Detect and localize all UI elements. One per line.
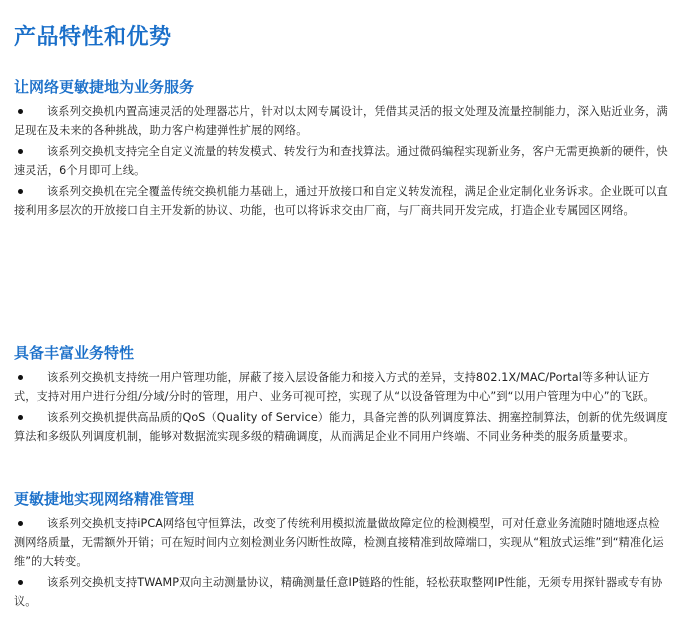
section-precise-management [14,490,668,613]
bullet-text: 该系列交换机支持统一用户管理功能，屏蔽了接入层设备能力和接入方式的差异，支持802.1X/MAC/Portal等多种认证方式，支持对用户进行分组/分域/分时的管理，用户、业务可视可控，实现了从“以设备管理为中心”到“以用户管理为中心”的飞跃。 [14,371,655,403]
bullet-text: 该系列交换机内置高速灵活的处理器芯片，针对以太网专属设计，凭借其灵活的报文处理及流量控制能力，深入贴近业务，满足现在及未来的各种挑战，助力客户构建弹性扩展的网络。 [14,105,668,137]
bullet-item [14,573,668,611]
bullet-dot-icon [18,521,23,526]
bullet-dot-icon [18,109,23,114]
bullet-text: 该系列交换机在完全覆盖传统交换机能力基础上，通过开放接口和自定义转发流程，满足企业定制化业务诉求。企业既可以直接利用多层次的开放接口自主开发新的协议、功能，也可以将诉求交由厂商，与厂商共同开发完成，打造企业专属园区网络。 [14,185,668,217]
bullet-dot-icon [18,149,23,154]
bullet-item [14,182,668,220]
section-heading: 具备丰富业务特性 [14,344,135,362]
bullet-item [14,142,668,180]
bullet-item [14,514,668,571]
page-title: 产品特性和优势 [14,25,172,50]
section-agile-network [14,78,668,222]
bullet-text: 该系列交换机支持TWAMP双向主动测量协议，精确测量任意IP链路的性能，轻松获取整网IP性能，无须专用探针器或专有协议。 [14,576,663,608]
bullet-text: 该系列交换机支持iPCA网络包守恒算法，改变了传统利用模拟流量做故障定位的检测模型，可对任意业务流随时随地逐点检测网络质量，无需额外开销；可在短时间内立刻检测业务闪断性故障，检测直接精准到故障端口，实现从“粗放式运维”到“精准化运维”的大转变。 [14,517,664,568]
bullet-text: 该系列交换机支持完全自定义流量的转发模式、转发行为和查找算法。通过微码编程实现新业务，客户无需更换新的硬件，快速灵活，6个月即可上线。 [14,145,668,177]
bullet-item [14,102,668,140]
bullet-item [14,368,668,406]
bullet-dot-icon [18,415,23,420]
section-rich-features [14,344,668,448]
bullet-dot-icon [18,189,23,194]
bullet-item [14,408,668,446]
bullet-dot-icon [18,375,23,380]
section-heading: 更敏捷地实现网络精准管理 [14,490,195,508]
section-heading: 让网络更敏捷地为业务服务 [14,78,195,96]
bullet-text: 该系列交换机提供高品质的QoS（Quality of Service）能力，具备完善的队列调度算法、拥塞控制算法，创新的优先级调度算法和多级队列调度机制，能够对数据流实现多级的精确调度，从而满足企业不同用户终端、不同业务种类的服务质量要求。 [14,411,668,443]
bullet-dot-icon [18,580,23,585]
